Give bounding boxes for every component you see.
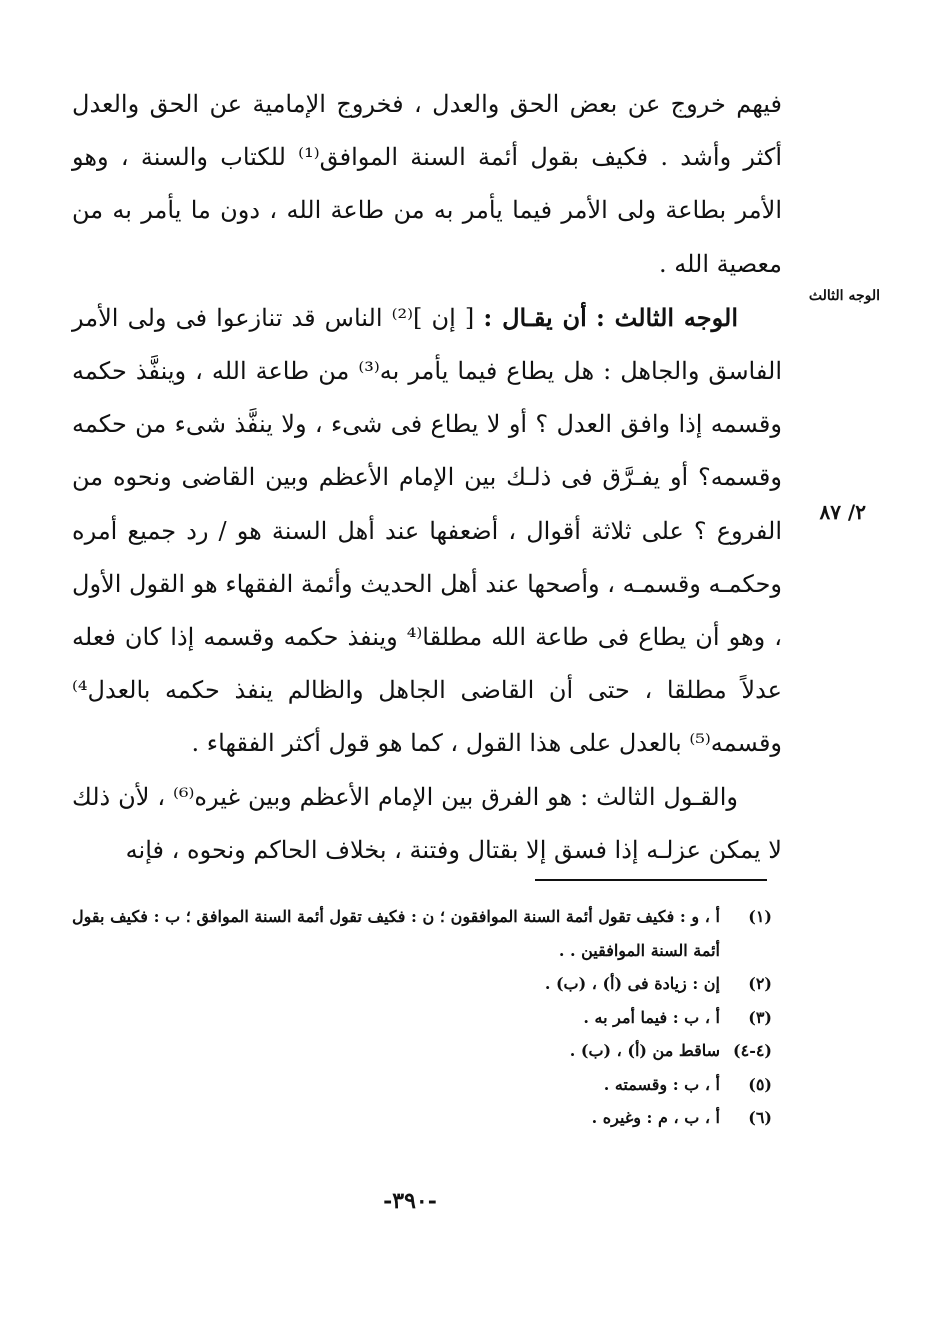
footnote-text: أ ، و : فكيف تقول أئمة السنة الموافقون ؛ ن : فكيف تقول أئمة السنة الموافق ؛ ب : فكيف بقول أئمة السنة الموافقين . . [72,907,720,960]
footnote-number: (٣) [748,1007,772,1027]
footnote-number: (٦) [748,1108,772,1127]
footnote-4 [72,1034,772,1068]
footnote-number: (٤-٤) [733,1041,772,1060]
section-heading: الوجه الثالث : [595,302,739,332]
footnote-text: إن : زيادة فى (أ) ، (ب) . [544,974,720,993]
footnote-6 [72,1101,772,1135]
footnote-text: أ ، ب : فيما أمر به . [583,1007,720,1027]
footnote-3 [72,1001,772,1035]
footnote-text: أ ، ب : وقسمته . [603,1074,720,1094]
page-number: -٣٩٠- [383,1188,437,1214]
footnote-1 [72,900,772,967]
paragraph-1: فيهم خروج عن بعض الحق والعدل ، فخروج الإمامية عن الحق والعدل أكثر وأشد . فكيف بقول أئمة السنة الموافق⁽¹⁾ للكتاب والسنة ، وهو الأمر بطاعة ولى الأمر فيما يأمر به من طاعة الله ، دون ما يأمر به من معصية الله . [72,90,783,278]
footnote-text: ساقط من (أ) ، (ب) . [569,1041,720,1060]
paragraph-2 [72,291,782,771]
footnote-number: (٢) [748,974,772,993]
footnote-number: (٥) [748,1074,772,1094]
footnote-5 [72,1068,772,1102]
main-text [72,78,782,877]
bracket-insert: [ إن ]⁽²⁾ [391,303,475,332]
footnote-separator [535,879,767,881]
section-heading-lead: أن يقـال : [483,302,587,332]
footnote-text: أ ، ب ، م : وغيره . [591,1108,720,1127]
margin-reference-note: ٢/ ٨٧ [819,500,866,524]
footnote-2 [72,967,772,1001]
footnote-number: (١) [748,907,772,926]
paragraph-3: والقـول الثالث : هو الفرق بين الإمام الأعظم وبين غيره⁽⁶⁾ ، لأن ذلك لا يمكن عزلـه إذا فسق إلا بقتال وفتنة ، بخلاف الحاكم ونحوه ، فإنه [72,782,782,864]
paragraph-2-text: الناس قد تنازعوا فى ولى الأمر الفاسق والجاهل : هل يطاع فيما يأمر به⁽³⁾ من طاعة الله ، وينفَّذ حكمه وقسمه إذا وافق العدل ؟ أو لا يطاع فى شىء ، ولا ينفَّذ شىء من حكمه وقسمه؟ أو يفـرَّق فى ذلـك بين الإمام الأعظم وبين القاضى ونحوه من الفروع ؟ على ثلاثة أقوال ، أضعفها عند أهل السنة هو / رد جميع أمره وحكمـه وقسمـه ، وأصحها عند أهل الحديث وأئمة الفقهاء هو القول الأول ، وهو أن يطاع فى طاعة الله مطلقا⁽⁴ وينفذ حكمه وقسمه إذا كان فعله عدلاً مطلقا ، حتى أن القاضى الجاهل والظالم ينفذ حكمه بالعدل⁴⁾ وقسمه⁽⁵⁾ بالعدل على هذا القول ، كما هو قول أكثر الفقهاء . [72,303,783,758]
margin-heading-note: الوجه الثالث [808,288,880,304]
footnotes [72,900,772,1135]
